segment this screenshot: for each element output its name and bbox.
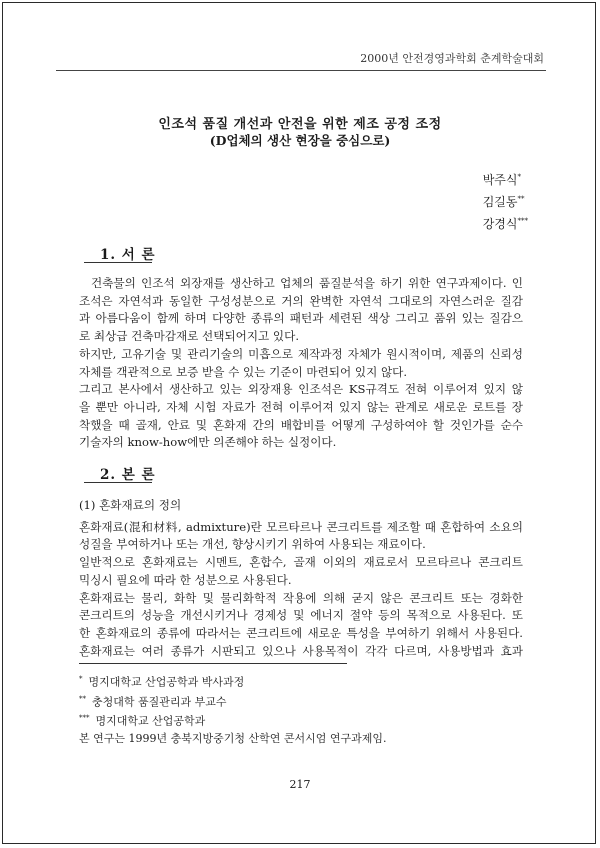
text-line: 콘크리트의 성능을 개선시키거나 경제성 및 에너지 절약 등의 목적으로 사용된다. 또 bbox=[79, 608, 523, 623]
author-2: 김길동** bbox=[482, 195, 525, 209]
text-line: 성질을 부여하거나 또는 개선, 향상시키기 위하여 사용되는 재료이다. bbox=[79, 537, 426, 552]
text-line: 조석은 자연석과 동일한 구성성분으로 거의 완벽한 자연석 그대로의 자연스러운 질감 bbox=[79, 293, 523, 308]
paper-subtitle: (D업체의 생산 현장을 중심으로) bbox=[209, 133, 391, 148]
section-1-rule bbox=[84, 262, 152, 263]
author-3: 강경식*** bbox=[482, 217, 528, 231]
paper-title: 인조석 품질 개선과 안전을 위한 제조 공정 조정 bbox=[158, 117, 442, 132]
footnote-2: ** 충청대학 품질관리과 부교수 bbox=[79, 694, 227, 709]
footnote-1: * 명지대학교 산업공학과 박사과정 bbox=[79, 675, 245, 689]
subsection-heading: (1) 혼화재료의 정의 bbox=[79, 498, 182, 512]
footnote-rule bbox=[79, 663, 347, 664]
footnotes bbox=[79, 671, 499, 747]
text-line: 과 아름다움이 함께 하며 다양한 종류의 패턴과 세련된 색상 그리고 품위 있는 질감으 bbox=[79, 311, 523, 326]
text-line: 을 뿐만 아니라, 자체 시험 자료가 전혀 이루어져 있지 않는 관계로 새로운 로트를 장 bbox=[79, 399, 523, 414]
text-line: 기술자의 know-how에만 의존해야 하는 실정이다. bbox=[79, 435, 337, 450]
text-line: 그리고 본사에서 생산하고 있는 외장재용 인조석은 KS규격도 전혀 이루어져 있지 않 bbox=[79, 382, 523, 397]
text-line: 착했을 때 골재, 안료 및 혼화재 간의 배합비를 어떻게 구성하여야 할 것인가를 순수 bbox=[79, 417, 523, 432]
author-list bbox=[483, 168, 528, 234]
footnote-3: *** 명지대학교 산업공학과 bbox=[79, 714, 206, 728]
section-2-body bbox=[79, 497, 523, 660]
text-line: 하지만, 고유기술 및 관리기술의 미흡으로 제작과정 자체가 원시적이며, 제품의 신뢰성 bbox=[79, 346, 523, 361]
footnote-funding: 본 연구는 1999년 충북지방중기청 산학연 콘서시엄 연구과제임. bbox=[79, 731, 387, 745]
header-rule bbox=[56, 70, 546, 71]
section-1-heading: 1. 서 론 bbox=[100, 247, 156, 263]
text-line: 혼화재료는 물리, 화학 및 물리화학적 작용에 의해 굳지 않은 콘크리트 또는 경화한 bbox=[79, 590, 523, 605]
text-line: 로 최상급 건축마감재로 선택되어지고 있다. bbox=[79, 329, 300, 344]
section-1-body bbox=[79, 275, 523, 452]
text-line: 건축물의 인조석 외장재를 생산하고 업체의 품질분석을 하기 위한 연구과제이다. 인 bbox=[91, 276, 523, 290]
text-line: 혼화재료(混和材料, admixture)란 모르타르나 콘크리트를 제조할 때 혼합하여 소요의 bbox=[79, 519, 523, 534]
text-line: 한 혼화재료의 종류에 따라서는 콘크리트에 새로운 특성을 부여하기 위해서 사용된다. bbox=[79, 625, 523, 640]
section-2-heading: 2. 본 론 bbox=[100, 467, 156, 483]
running-head: 2000년 안전경영과학회 춘계학술대회 bbox=[360, 52, 544, 65]
text-line: 자체를 객관적으로 보증 받을 수 있는 기준이 마련되어 있지 않다. bbox=[79, 364, 408, 379]
author-1: 박주식* bbox=[482, 173, 521, 187]
text-line: 일반적으로 혼화재료는 시멘트, 혼합수, 골재 이외의 재료로서 모르타르나 콘크리트 bbox=[79, 555, 523, 570]
text-line: 혼화재료는 여러 종류가 시판되고 있으나 사용목적이 각각 다르며, 사용방법과 효과 bbox=[79, 643, 523, 658]
page-number: 217 bbox=[289, 778, 311, 791]
text-line: 믹싱시 필요에 따라 한 성분으로 사용된다. bbox=[79, 572, 292, 587]
section-2-rule bbox=[84, 482, 152, 483]
